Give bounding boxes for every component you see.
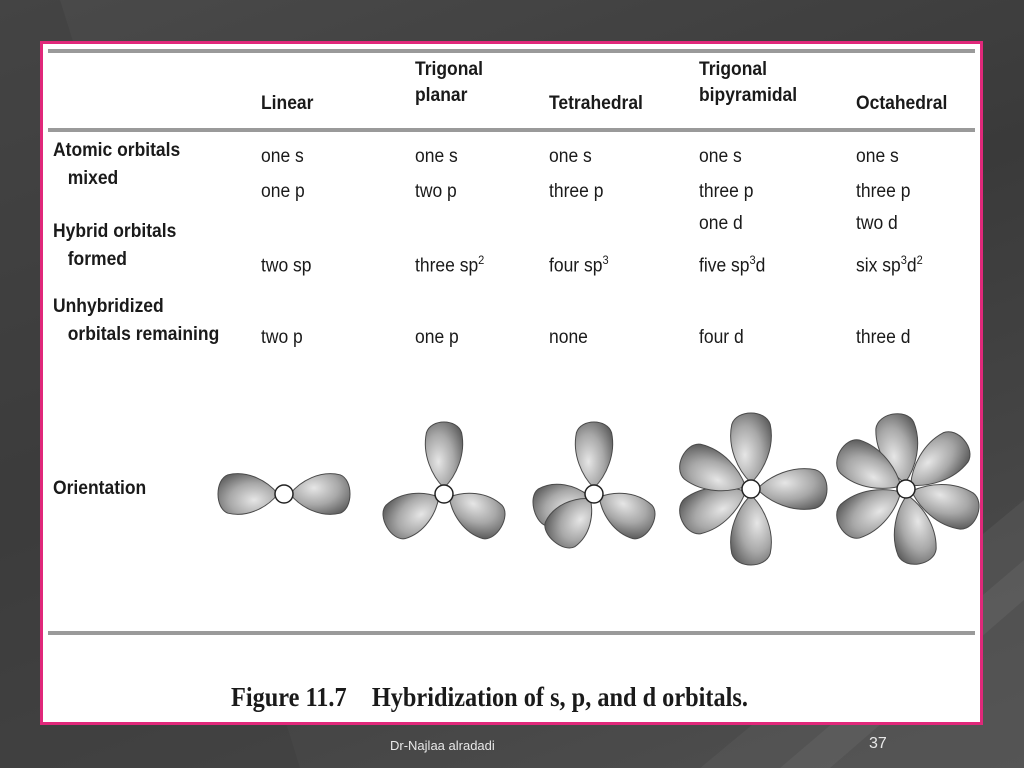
hybrid-linear: two sp xyxy=(261,255,312,277)
top-rule xyxy=(48,49,975,53)
hybrid-trigonal-bipyramidal: five $sp^3d$ xyxy=(699,253,766,277)
nucleus xyxy=(897,480,915,498)
nucleus xyxy=(742,480,760,498)
bottom-rule xyxy=(48,631,975,635)
lobe xyxy=(290,474,350,515)
header-trigonal-bipyramidal: Trigonal bipyramidal xyxy=(699,59,798,106)
hybrid-trigonal-planar: three $sp^2$ xyxy=(415,253,485,277)
atomic-octahedral: one s three p two d xyxy=(856,146,911,234)
lobe xyxy=(425,422,462,488)
header-trigonal-planar: Trigonal planar xyxy=(415,59,483,106)
row-label-hybrid: Hybrid orbitals formed xyxy=(53,221,177,270)
nucleus xyxy=(435,485,453,503)
tetrahedral-orbital-diagram xyxy=(524,404,664,574)
octahedral-orbital-diagram xyxy=(831,389,981,589)
page-number: 37 xyxy=(869,735,887,752)
header-linear: Linear xyxy=(261,93,314,114)
hybrid-octahedral: six $sp^3d^2$ xyxy=(856,253,923,277)
unhybridized-linear: two p xyxy=(261,327,303,348)
lobe xyxy=(218,474,278,515)
atomic-trigonal-planar: one s two p xyxy=(415,146,458,202)
header-rule xyxy=(48,128,975,132)
unhybridized-trigonal-planar: one p xyxy=(415,327,459,348)
header-tetrahedral: Tetrahedral xyxy=(549,93,643,114)
row-label-unhybridized: Unhybridized orbitals remaining xyxy=(53,296,220,345)
hybrid-tetrahedral: four $sp^3$ xyxy=(549,253,609,277)
lobe xyxy=(757,469,827,510)
nucleus xyxy=(275,485,293,503)
nucleus xyxy=(585,485,603,503)
row-label-orientation: Orientation xyxy=(53,478,147,499)
linear-orbital-diagram xyxy=(214,464,354,524)
trigonal-bipyramidal-orbital-diagram xyxy=(676,389,826,589)
row-label-atomic: Atomic orbitals mixed xyxy=(53,140,181,189)
atomic-tetrahedral: one s three p xyxy=(549,146,604,202)
figure-frame xyxy=(40,41,983,725)
header-octahedral: Octahedral xyxy=(856,93,948,114)
footer-author: Dr-Najlaa alradadi xyxy=(390,738,495,753)
unhybridized-trigonal-bipyramidal: four d xyxy=(699,327,744,348)
atomic-linear: one s one p xyxy=(261,146,305,202)
unhybridized-octahedral: three d xyxy=(856,327,911,348)
atomic-trigonal-bipyramidal: one s three p one d xyxy=(699,146,754,234)
lobe xyxy=(575,422,612,488)
trigonal-planar-orbital-diagram xyxy=(374,404,514,564)
unhybridized-tetrahedral: none xyxy=(549,327,588,348)
figure-caption: Figure 11.7 Hybridization of s, p, and d orbitals. xyxy=(231,682,748,712)
